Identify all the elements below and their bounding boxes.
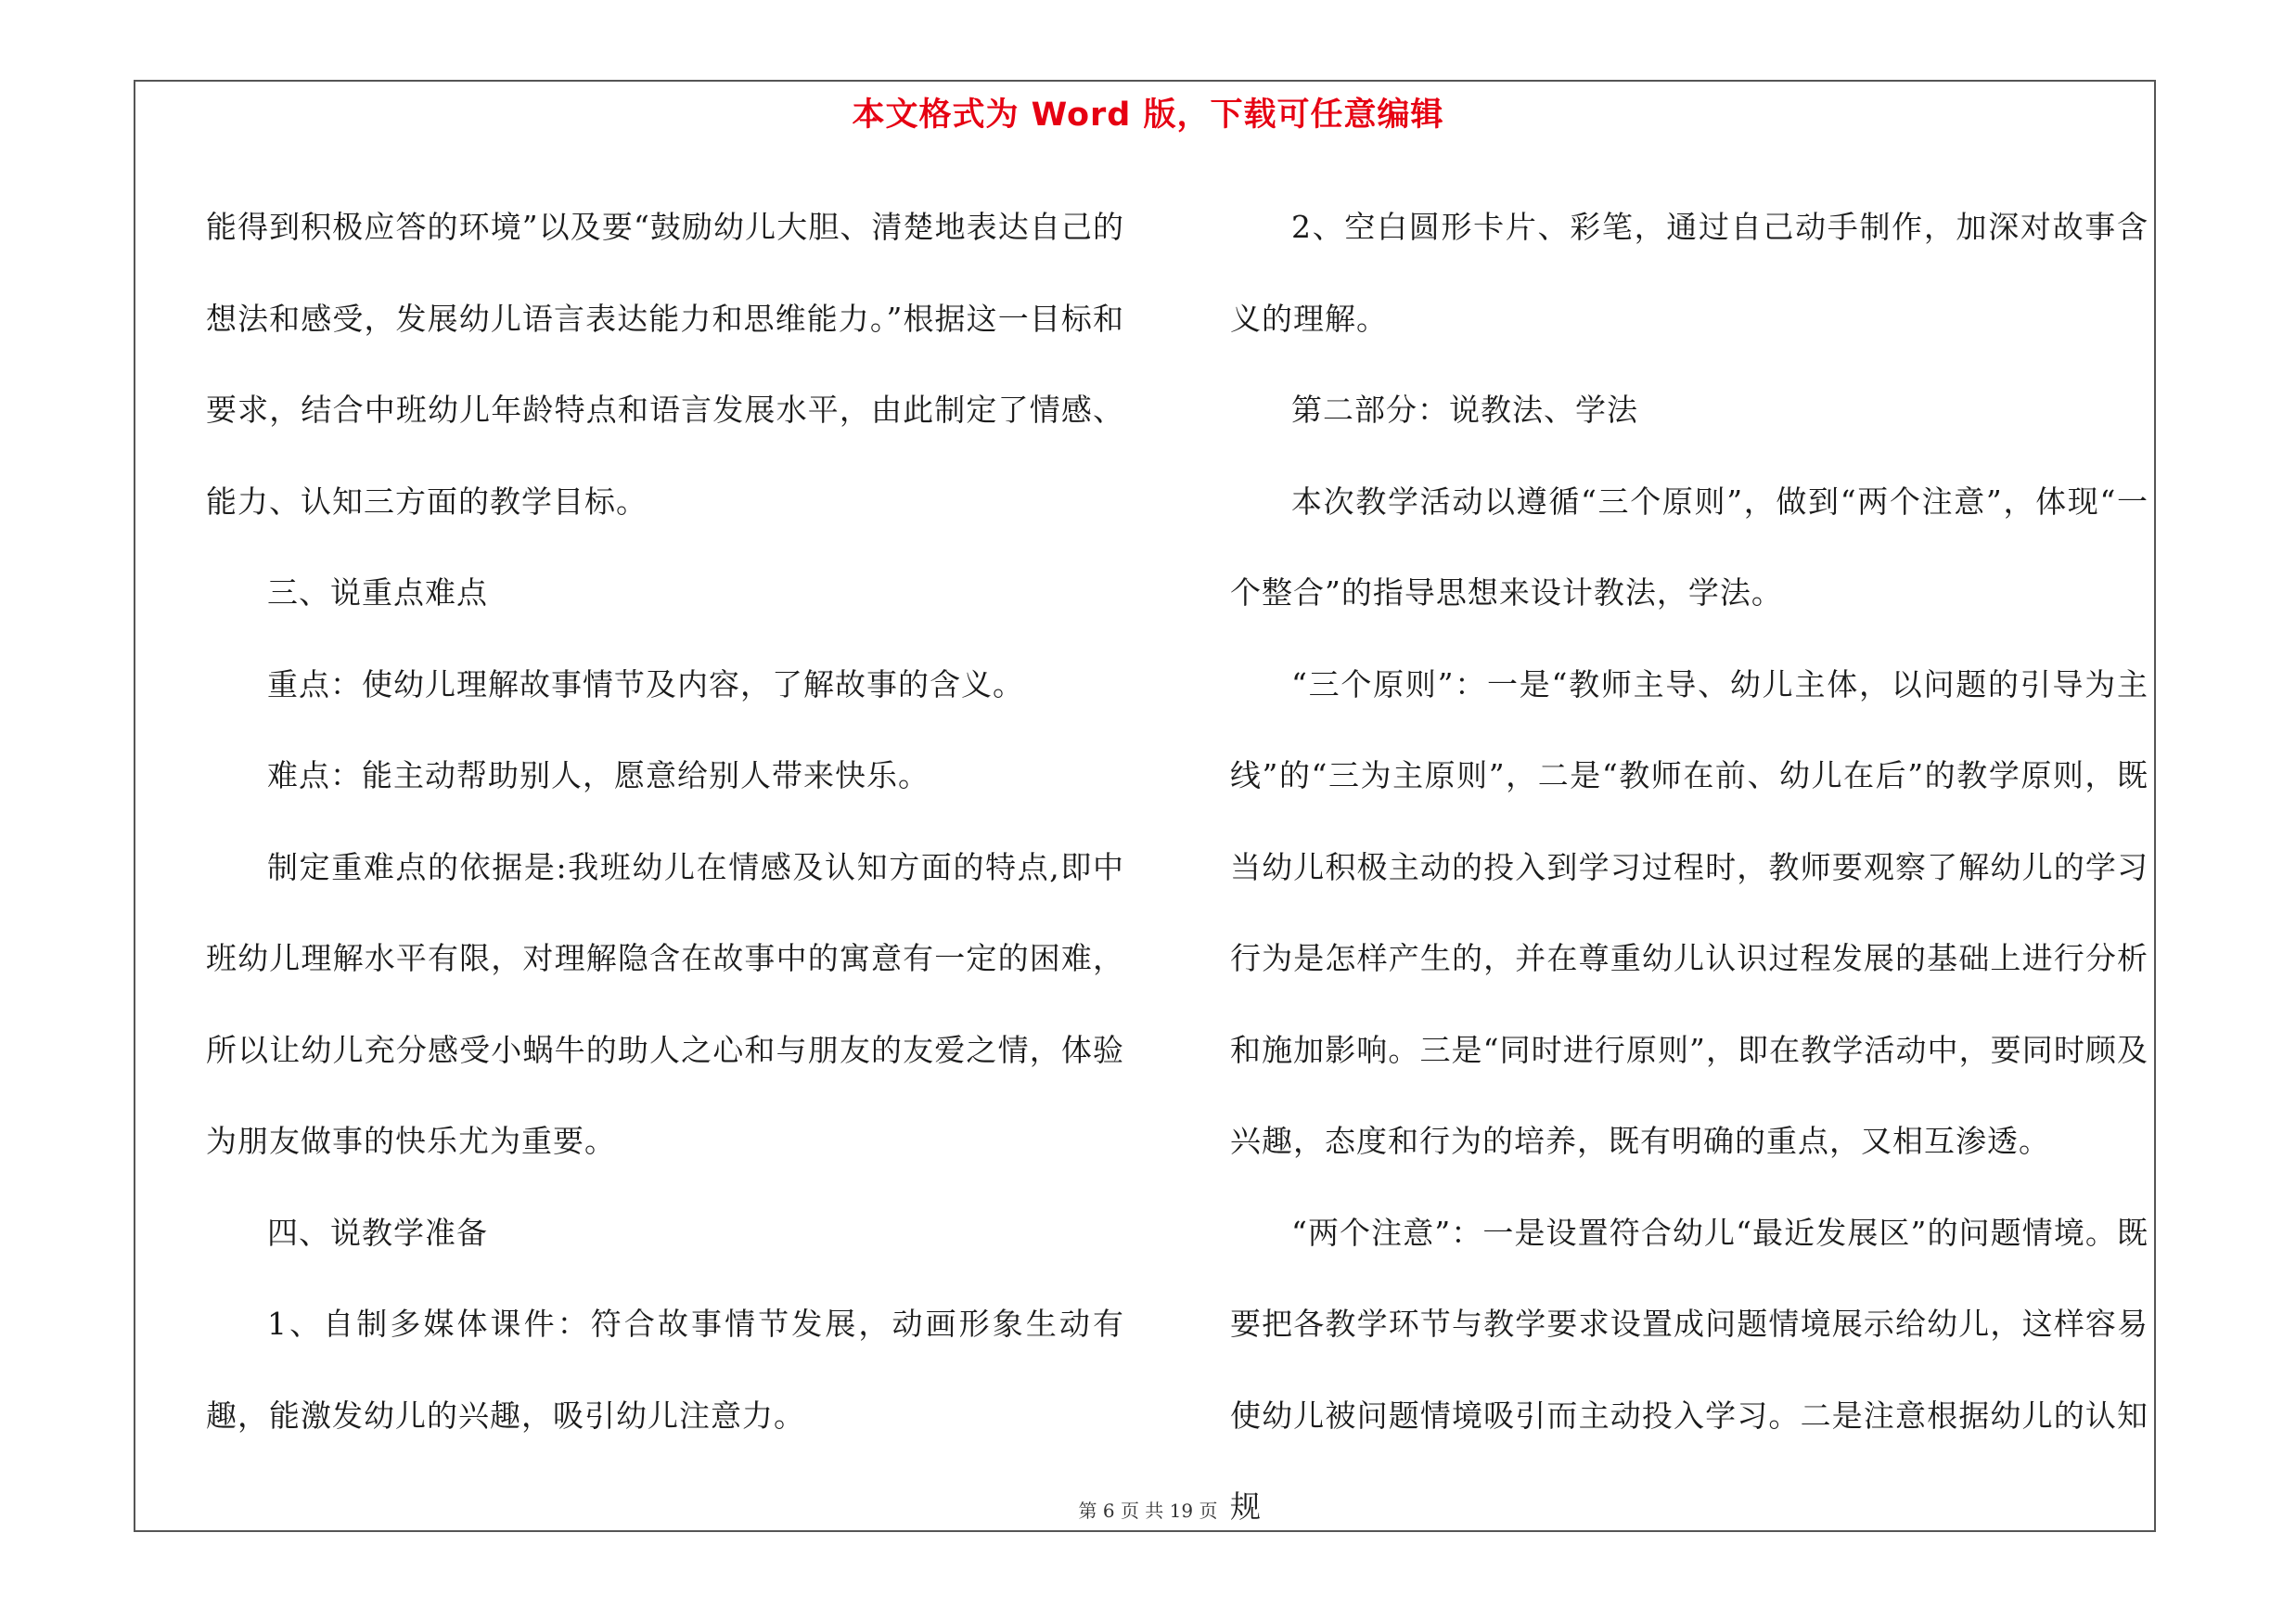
section-heading: 三、说重点难点 bbox=[267, 574, 488, 611]
paragraph: “两个注意”：一是设置符合幼儿“最近发展区”的问题情境。既要把各教学环节与教学要求设置成问题情境展示给幼儿，这样容易使幼儿被问题情境吸引而主动投入学习。二是注意根据幼儿的认知规 bbox=[1230, 1214, 2148, 1525]
paragraph: “三个原则”：一是“教师主导、幼儿主体，以问题的引导为主线”的“三为主原则”，二是“教师在前、幼儿在后”的教学原则，既当幼儿积极主动的投入到学习过程时，教师要观察了解幼儿的学习行为是怎样产生的，并在尊重幼儿认识过程发展的基础上进行分析和施加影响。三是“同时进行原则”，即在教学活动中，要同时顾及兴趣，态度和行为的培养，既有明确的重点，又相互渗透。 bbox=[1230, 665, 2148, 1159]
paragraph: 重点：使幼儿理解故事情节及内容，了解故事的含义。 bbox=[267, 665, 1024, 702]
paragraph: 制定重难点的依据是:我班幼儿在情感及认知方面的特点,即中班幼儿理解水平有限，对理解隐含在故事中的寓意有一定的困难，所以让幼儿充分感受小蜗牛的助人之心和与朋友的友爱之情，体验为朋友做事的快乐尤为重要。 bbox=[206, 848, 1124, 1159]
right-column bbox=[1230, 182, 2148, 1553]
paragraph: 2、空白圆形卡片、彩笔，通过自己动手制作，加深对故事含义的理解。 bbox=[1230, 209, 2148, 337]
section-heading: 第二部分：说教法、学法 bbox=[1291, 392, 1638, 428]
section-heading: 四、说教学准备 bbox=[267, 1214, 488, 1251]
left-column bbox=[206, 182, 1124, 1462]
paragraph: 能得到积极应答的环境”以及要“鼓励幼儿大胆、清楚地表达自己的想法和感受，发展幼儿语言表达能力和思维能力。”根据这一目标和要求，结合中班幼儿年龄特点和语言发展水平，由此制定了情感、能力、认知三方面的教学目标。 bbox=[206, 209, 1124, 520]
paragraph: 本次教学活动以遵循“三个原则”，做到“两个注意”，体现“一个整合”的指导思想来设计教法，学法。 bbox=[1230, 483, 2148, 611]
format-banner: 本文格式为 Word 版，下载可任意编辑 bbox=[852, 97, 1444, 134]
paragraph: 1、自制多媒体课件：符合故事情节发展，动画形象生动有趣，能激发幼儿的兴趣，吸引幼儿注意力。 bbox=[206, 1306, 1124, 1434]
page-number: 第 6 页 共 19 页 bbox=[1078, 1500, 1218, 1522]
paragraph: 难点：能主动帮助别人，愿意给别人带来快乐。 bbox=[267, 757, 930, 793]
